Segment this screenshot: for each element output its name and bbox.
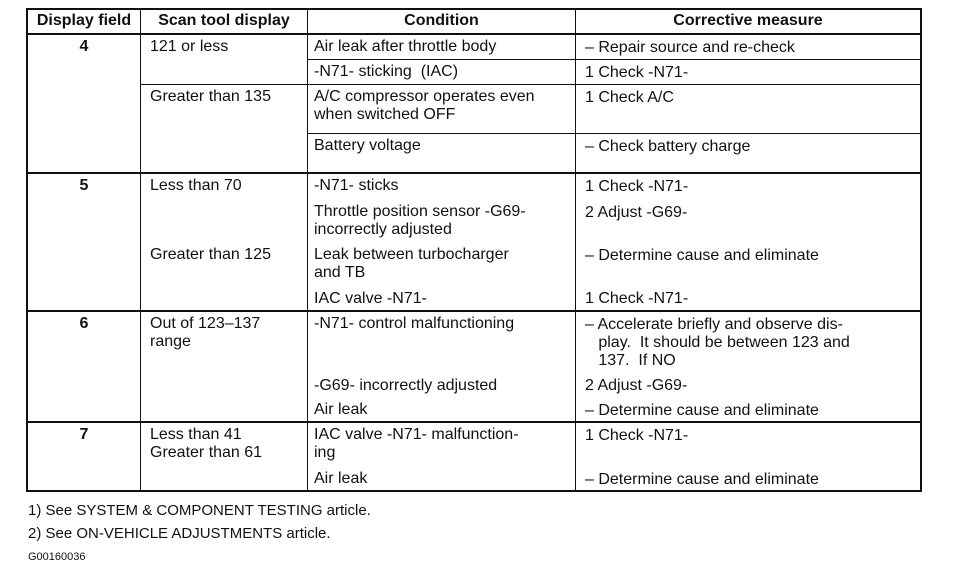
condition-cell: -G69- incorrectly adjusted [314, 377, 498, 394]
scan-tool-cell: Greater than 135 [150, 88, 271, 105]
grid-line [920, 8, 922, 492]
footnote: 2) See ON-VEHICLE ADJUSTMENTS article. [28, 525, 331, 542]
condition-cell: -N71- sticking (IAC) [314, 63, 459, 80]
condition-cell: Leak between turbocharger and TB [314, 246, 509, 281]
measure-cell: – Accelerate briefly and observe dis- play. It should be between 123 and 137. If NO [585, 316, 850, 369]
grid-line [307, 133, 922, 134]
measure-cell: 1 Check A/C [585, 89, 674, 106]
display-field-cell: 6 [79, 315, 89, 332]
condition-cell: Battery voltage [314, 137, 421, 154]
measure-cell: 2 Adjust -G69- [585, 204, 688, 221]
grid-line [575, 8, 576, 492]
header-display-field: Display field [36, 12, 132, 29]
grid-line [140, 8, 141, 492]
grid-line [26, 33, 922, 35]
condition-cell: Throttle position sensor -G69- incorrectly adjusted [314, 203, 526, 238]
grid-line [26, 172, 922, 174]
measure-cell: 1 Check -N71- [585, 427, 689, 444]
measure-cell: – Determine cause and eliminate [585, 247, 819, 264]
condition-cell: Air leak [314, 470, 368, 487]
condition-cell: IAC valve -N71- malfunction- ing [314, 426, 519, 461]
grid-line [26, 8, 28, 492]
scan-tool-cell: Less than 41 Greater than 61 [150, 426, 263, 461]
measure-cell: – Check battery charge [585, 138, 751, 155]
scan-tool-cell: Greater than 125 [150, 246, 271, 263]
measure-cell: 1 Check -N71- [585, 178, 689, 195]
grid-line [26, 310, 922, 312]
measure-cell: – Determine cause and eliminate [585, 471, 819, 488]
measure-cell: – Determine cause and eliminate [585, 402, 819, 419]
display-field-cell: 7 [79, 426, 89, 443]
scan-tool-cell: Out of 123–137 range [150, 315, 261, 350]
grid-line [307, 59, 922, 60]
measure-cell: 1 Check -N71- [585, 64, 689, 81]
condition-cell: Air leak [314, 401, 368, 418]
condition-cell: -N71- control malfunctioning [314, 315, 515, 332]
scan-tool-cell: Less than 70 [150, 177, 242, 194]
grid-line [141, 84, 922, 85]
condition-cell: Air leak after throttle body [314, 38, 497, 55]
header-condition: Condition [404, 12, 479, 29]
condition-cell: -N71- sticks [314, 177, 399, 194]
grid-line [307, 8, 308, 492]
footnote: 1) See SYSTEM & COMPONENT TESTING article. [28, 502, 371, 519]
header-corrective-measure: Corrective measure [673, 12, 823, 29]
display-field-cell: 5 [79, 177, 89, 194]
header-scan-tool-display: Scan tool display [158, 12, 290, 29]
grid-line [26, 8, 922, 10]
grid-line [26, 421, 922, 423]
measure-cell: – Repair source and re-check [585, 39, 795, 56]
grid-line [26, 490, 922, 492]
measure-cell: 2 Adjust -G69- [585, 377, 688, 394]
condition-cell: IAC valve -N71- [314, 290, 427, 307]
figure-code: G00160036 [28, 551, 86, 563]
measure-cell: 1 Check -N71- [585, 290, 689, 307]
display-field-cell: 4 [79, 38, 89, 55]
scan-tool-cell: 121 or less [150, 38, 229, 55]
condition-cell: A/C compressor operates even when switched OFF [314, 88, 535, 123]
